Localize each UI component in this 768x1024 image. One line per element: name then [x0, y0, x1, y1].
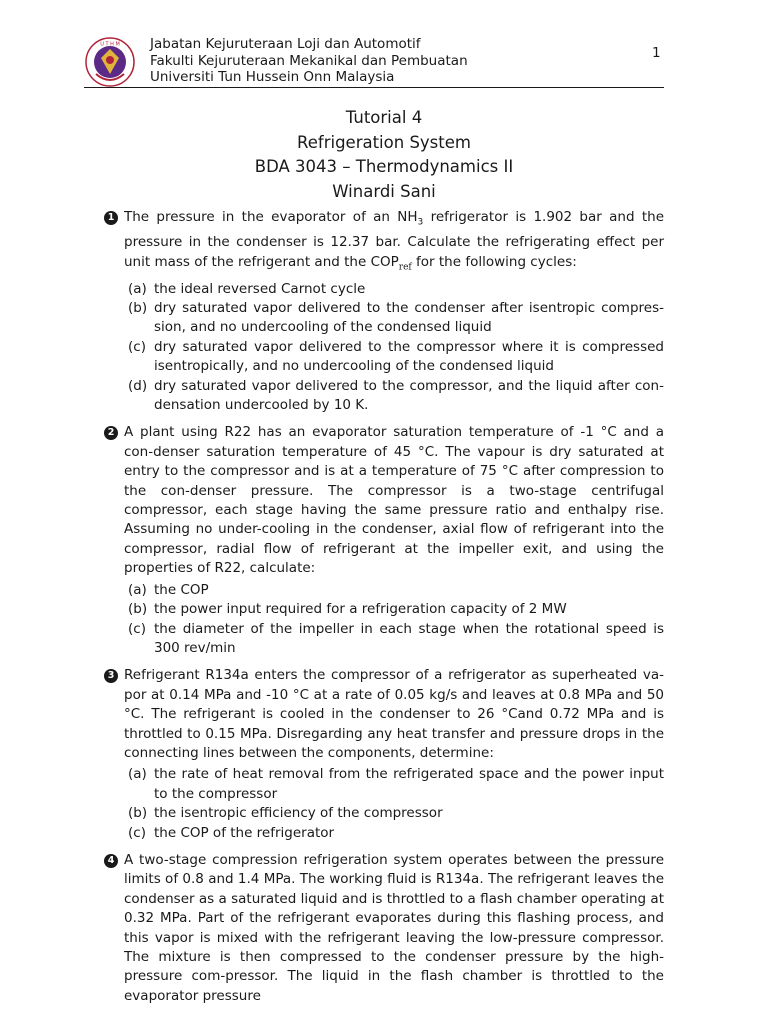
uthm-logo-icon [84, 36, 136, 88]
question-4 [104, 851, 664, 1006]
question-part: (c) the diameter of the impeller in each stage when the rotational speed is 300 rev/min [128, 620, 664, 656]
question-parts [124, 765, 664, 843]
topic-title: Refrigeration System [297, 132, 471, 152]
cop-subscript: ref [398, 262, 412, 273]
question-part: (b) dry saturated vapor delivered to the condenser after isentropic compres-sion, and no undercooling of the condensed liquid [128, 300, 664, 336]
page-header [84, 32, 664, 88]
question-number-badge: 1 [104, 211, 118, 225]
question-part: (a) the COP [128, 581, 209, 598]
institution-block [150, 36, 468, 86]
question-3 [104, 666, 664, 843]
question-part: (c) the COP of the refrigerator [128, 824, 335, 841]
department-name: Jabatan Kejuruteraan Loji dan Automotif [150, 36, 421, 52]
page-number: 1 [652, 45, 661, 61]
question-text: The pressure in the evaporator of an $NH_3$ refrigerator is 1.902 bar and the pressure in the condenser is 12.37 bar. Calculate the refrigerating effect per unit mass of the refrigerant and the $COP_{ref}$ for the following cycles: [124, 209, 664, 273]
faculty-name: Fakulti Kejuruteraan Mekanikal dan Pembuatan [150, 52, 468, 69]
title-block [0, 106, 768, 204]
tutorial-title: Tutorial 4 [345, 108, 423, 127]
question-part: (d) dry saturated vapor delivered to the compressor, and the liquid after con-densation undercooled by 10 K. [128, 377, 664, 414]
university-name: Universiti Tun Hussein Onn Malaysia [150, 69, 395, 85]
question-part: (c) dry saturated vapor delivered to the compressor where it is compressed isentropically, and no undercooling of the condensed liquid [128, 338, 664, 375]
question-number-badge: 4 [104, 854, 118, 868]
nh3-subscript: 3 [417, 217, 424, 228]
author-name: Winardi Sani [332, 181, 436, 201]
question-1 [104, 208, 664, 415]
question-parts [124, 581, 664, 659]
logo-lettering: U T H M [100, 41, 120, 48]
course-title: BDA 3043 – Thermodynamics II [254, 157, 514, 176]
question-2 [104, 423, 664, 658]
question-part: (b) the isentropic efficiency of the compressor [128, 805, 443, 822]
question-text: A plant using R22 has an evaporator saturation temperature of -1 °C and a con-denser saturation temperature of 45 °C. The vapour is dry saturated at entry to the compressor and is at a temperature of 75 °C after compression to the con-denser pressure. The compressor is a two-stage centrifugal compressor, each stage having the same pressure ratio and enthalpy rise. Assuming no under-cooling in the condenser, axial flow of refrigerant into the compressor, radial flow of refrigerant at the impeller exit, and using the properties of R22, calculate: [124, 424, 664, 577]
question-part: (a) the ideal reversed Carnot cycle [128, 280, 366, 297]
question-number-badge: 2 [104, 426, 118, 440]
question-text: Refrigerant R134a enters the compressor of a refrigerator as superheated va-por at 0.14 MPa and -10 °C at a rate of 0.05 kg/s and leaves at 0.8 MPa and 50 °C. The refrigerant is cooled in the condenser to 26 °Cand 0.72 MPa and is throttled to 0.15 MPa. Disregarding any heat transfer and pressure drops in the connecting lines between the components, determine: [124, 667, 664, 761]
question-parts [124, 280, 664, 416]
questions-list [104, 208, 664, 1014]
question-part: (b) the power input required for a refrigeration capacity of 2 MW [128, 601, 567, 618]
question-part: (a) the rate of heat removal from the refrigerated space and the power input to the compressor [128, 766, 664, 802]
header-divider [84, 87, 664, 88]
question-text: A two-stage compression refrigeration system operates between the pressure limits of 0.8 and 1.4 MPa. The working fluid is R134a. The refrigerant leaves the condenser as a saturated liquid and is throttled to a flash chamber operating at 0.32 MPa. Part of the refrigerant evaporates during this flashing process, and this vapor is mixed with the refrigerant leaving the low-pressure compressor. The mixture is then compressed to the condenser pressure by the high-pressure com-pressor. The liquid in the flash chamber is throttled to the evaporator pressure [124, 851, 664, 1004]
question-number-badge: 3 [104, 669, 118, 683]
